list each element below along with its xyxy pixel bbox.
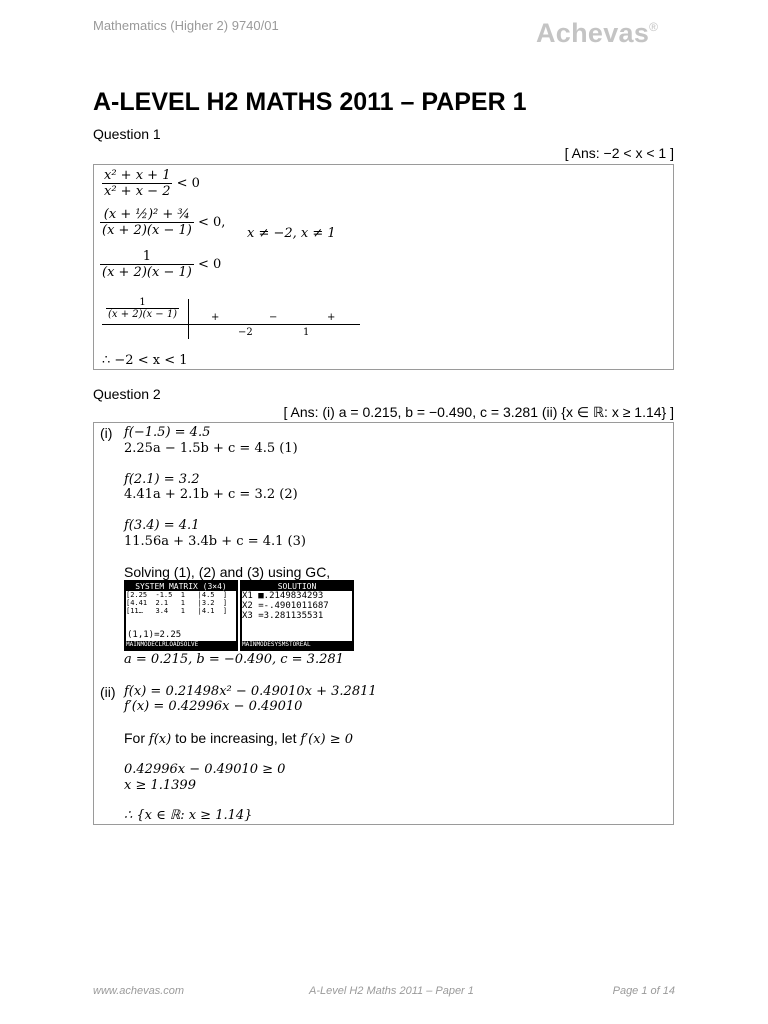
q1-step-1-rhs: < 0 xyxy=(176,176,200,191)
q1-step-2-denominator: (x + 2)(x − 1) xyxy=(102,223,192,238)
q2-eq2-a: f(2.1) = 3.2 xyxy=(124,472,200,487)
q2-inequality-2: x ≥ 1.1399 xyxy=(124,778,196,793)
q1-critical-value-1: 1 xyxy=(303,327,310,338)
q1-step-3-denominator: (x + 2)(x − 1) xyxy=(102,265,192,280)
q1-step-1-fraction xyxy=(102,168,172,199)
q1-sign-plus-left: + xyxy=(211,312,220,323)
q1-step-3-fraction xyxy=(100,249,194,280)
q1-step-2-rhs: < 0, xyxy=(197,215,226,230)
q2-f-prime: f′(x) = 0.42996x − 0.49010 xyxy=(124,699,303,714)
page-title: A-LEVEL H2 MATHS 2011 – PAPER 1 xyxy=(93,88,527,116)
q1-step-2-numerator: (x + ½)² + ¾ xyxy=(100,207,194,223)
q2-part-i-label: (i) xyxy=(100,425,113,441)
q2-final-answer: ∴ {x ∈ ℝ: x ≥ 1.14} xyxy=(124,808,253,823)
q1-sign-minus: − xyxy=(269,312,278,323)
footer-page-number: Page 1 of 14 xyxy=(612,985,675,997)
achevas-logo xyxy=(536,18,658,49)
q1-step-2-condition: x ≠ −2, x ≠ 1 xyxy=(247,226,336,241)
gc-solution-title: SOLUTION xyxy=(242,582,352,591)
q1-sign-denominator: (x + 2)(x − 1) xyxy=(108,309,178,320)
footer-website: www.achevas.com xyxy=(93,985,185,997)
q2-f-x: f(x) = 0.21498x² − 0.49010x + 3.2811 xyxy=(124,684,377,699)
question-2-solution-box xyxy=(93,422,674,825)
question-1-answer: [ Ans: −2 < x < 1 ] xyxy=(564,145,674,161)
q1-sign-table-expression xyxy=(106,297,179,320)
gc-matrix-screen xyxy=(124,580,238,651)
q2-eq1-a: f(−1.5) = 4.5 xyxy=(124,425,211,440)
q1-sign-table-horizontal-rule xyxy=(102,324,360,325)
q1-sign-plus-right: + xyxy=(327,312,336,323)
gc-matrix-rows: [2.25 -1.5 1 |4.5 ] [4.41 2.1 1 |3.2 ] [11… 3.4 1 |4.1 ] xyxy=(126,591,228,615)
logo-text: Achevas xyxy=(536,18,650,48)
header-subject: Mathematics (Higher 2) 9740/01 xyxy=(93,18,279,33)
q2-part-ii-label: (ii) xyxy=(100,684,116,700)
gc-solution-menu: MAINMODESYSMSTOREAL xyxy=(242,641,352,649)
q1-step-1-denominator: x² + x − 2 xyxy=(104,184,171,199)
q1-step-1-numerator: x² + x + 1 xyxy=(104,168,171,183)
question-2-answer: [ Ans: (i) a = 0.215, b = −0.490, c = 3.281 (ii) {x ∈ ℝ: x ≥ 1.14} ] xyxy=(283,404,674,420)
q1-step-1 xyxy=(102,168,200,199)
q2-eq2-b: 4.41a + 2.1b + c = 3.2 (2) xyxy=(124,487,298,502)
q2-inequality-1: 0.42996x − 0.49010 ≥ 0 xyxy=(124,762,286,777)
q1-sign-numerator: 1 xyxy=(106,297,179,309)
q1-step-3-numerator: 1 xyxy=(100,249,194,265)
q1-step-3-rhs: < 0 xyxy=(197,257,222,272)
question-1-solution-box xyxy=(93,164,674,370)
q2-result-i: a = 0.215, b = −0.490, c = 3.281 xyxy=(124,652,344,667)
q2-eq3-b: 11.56a + 3.4b + c = 4.1 (3) xyxy=(124,534,306,549)
gc-solution-rows: X1 ■.2149834293 X2 =-.4901011687 X3 =3.281135531 xyxy=(242,591,329,621)
question-1-label: Question 1 xyxy=(93,126,161,142)
q1-conclusion: ∴ −2 < x < 1 xyxy=(102,353,188,368)
q1-step-3 xyxy=(100,249,221,280)
question-2-label: Question 2 xyxy=(93,386,161,402)
gc-solution-screen xyxy=(240,580,354,651)
gc-matrix-cell-readout: (1,1)=2.25 xyxy=(127,630,182,640)
q2-solving-text: Solving (1), (2) and (3) using GC, xyxy=(124,564,331,580)
q2-eq3-a: f(3.4) = 4.1 xyxy=(124,518,200,533)
q1-critical-value-minus-2: −2 xyxy=(238,327,253,338)
gc-matrix-menu: MAINMODECLRLOADSOLVE xyxy=(126,641,236,649)
q1-step-2-fraction xyxy=(100,207,194,238)
q1-step-2 xyxy=(100,207,225,238)
gc-matrix-title: SYSTEM MATRIX (3×4) xyxy=(126,582,236,591)
footer-document-title: A-Level H2 Maths 2011 – Paper 1 xyxy=(309,985,474,997)
q2-eq1-b: 2.25a − 1.5b + c = 4.5 (1) xyxy=(124,441,298,456)
q1-sign-table-vertical-rule xyxy=(188,299,189,339)
q2-increasing-statement: For f(x) to be increasing, let f′(x) ≥ 0 xyxy=(124,730,354,747)
registered-mark: ® xyxy=(649,20,659,34)
